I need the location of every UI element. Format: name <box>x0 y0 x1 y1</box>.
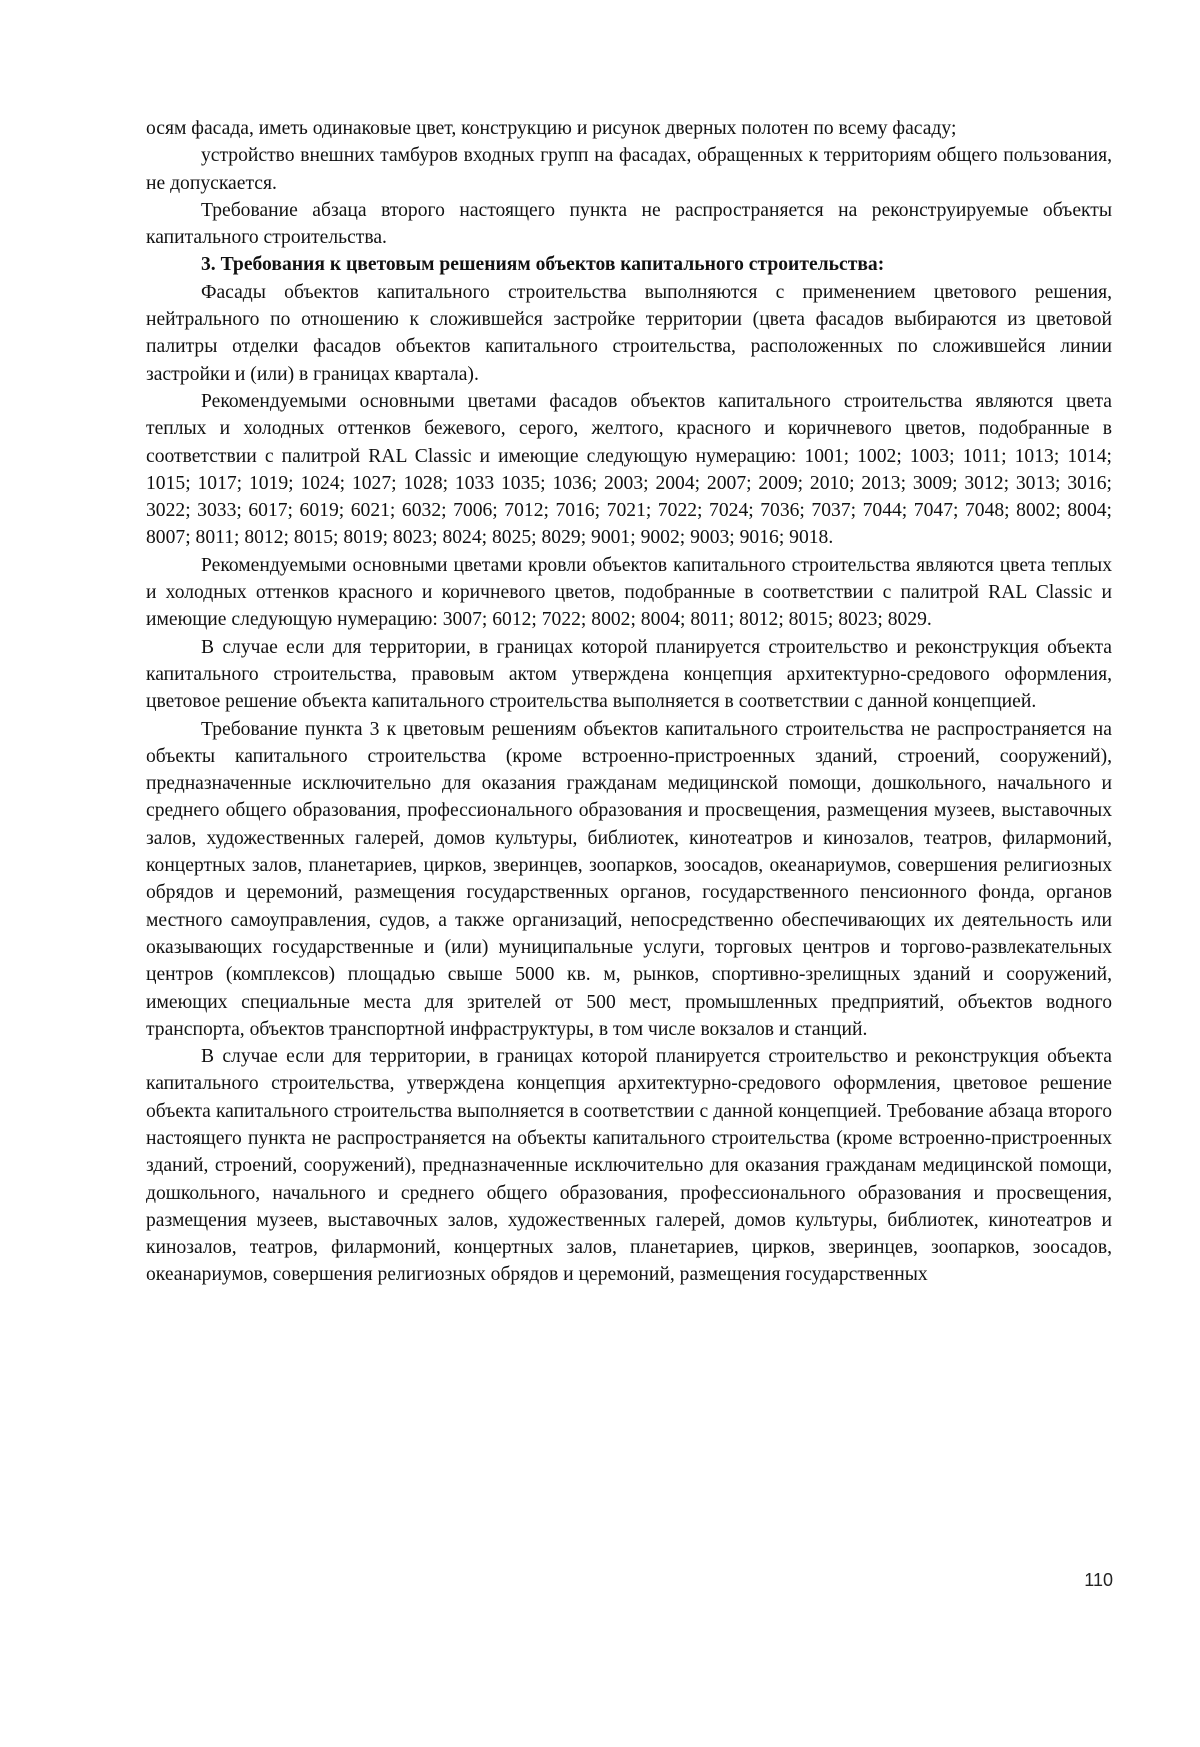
section-heading-color-requirements: 3. Требования к цветовым решениям объектов капитального строительства: <box>201 254 885 276</box>
paragraph-continuation: осям фасада, иметь одинаковые цвет, конструкцию и рисунок дверных полотен по всему фасаду; <box>146 118 957 139</box>
paragraph-concept-approved-act: В случае если для территории, в границах которой планируется строительство и реконструкция объекта капитального строительства, правовым актом утверждена концепция архитектурно-средового оформления, цветовое решение объекта капитального строительства выполняется в соответствии с данной концепцией. <box>146 636 1112 713</box>
paragraph-reconstruction-exception: Требование абзаца второго настоящего пункта не распространяется на реконструируемые объекты капитального строительства. <box>146 199 1112 249</box>
paragraph-vestibules: устройство внешних тамбуров входных групп на фасадах, обращенных к территориям общего пользования, не допускается. <box>146 145 1112 194</box>
paragraph-concept-approved-exception: В случае если для территории, в границах которой планируется строительство и реконструкция объекта капитального строительства, утверждена концепция архитектурно-средового оформления, цветовое решение объекта капитального строительства выполняется в соответствии с данной концепцией. Требование абзаца второго настоящего пункта не распространяется на объекты капитального строительства (кроме встроенно-пристроенных зданий, строений, сооружений), предназначенные исключительно для оказания гражданам медицинской помощи, дошкольного, начального и среднего общего образования, профессионального образования и просвещения, размещения музеев, выставочных залов, художественных галерей, домов культуры, библиотек, кинотеатров и кинозалов, театров, филармоний, концертных залов, планетариев, цирков, зверинцев, зоопарков, зоосадов, океанариумов, совершения религиозных обрядов и церемоний, размещения государственных <box>146 1046 1112 1286</box>
page-number: 110 <box>1084 1570 1113 1590</box>
paragraph-recommended-facade-colors: Рекомендуемыми основными цветами фасадов объектов капитального строительства являются цвета теплых и холодных оттенков бежевого, серого, желтого, красного и коричневого цветов, подобранные в соответствии с палитрой RAL Classic и имеющие следующую нумерацию: 1001; 1002; 1003; 1011; 1013; 1014; 1015; 1017; 1019; 1024; 1027; 1028; 1033 1035; 1036; 2003; 2004; 2007; 2009; 2010; 2013; 3009; 3012; 3013; 3016; 3022; 3033; 6017; 6019; 6021; 6032; 7006; 7012; 7016; 7021; 7022; 7024; 7036; 7037; 7044; 7047; 7048; 8002; 8004; 8007; 8011; 8012; 8015; 8019; 8023; 8024; 8025; 8029; 9001; 9002; 9003; 9016; 9018. <box>146 390 1112 549</box>
document-page <box>146 115 1112 1289</box>
paragraph-point-3-exception: Требование пункта 3 к цветовым решениям объектов капитального строительства не распространяется на объекты капитального строительства (кроме встроенно-пристроенных зданий, строений, сооружений), предназначенные исключительно для оказания гражданам медицинской помощи, дошкольного, начального и среднего общего образования, профессионального образования и просвещения, размещения музеев, выставочных залов, художественных галерей, домов культуры, библиотек, кинотеатров и кинозалов, театров, филармоний, концертных залов, планетариев, цирков, зверинцев, зоопарков, зоосадов, океанариумов, совершения религиозных обрядов и церемоний, размещения государственных органов, государственного пенсионного фонда, органов местного самоуправления, судов, а также организаций, непосредственно обеспечивающих их деятельность или оказывающих государственные и (или) муниципальные услуги, торговых центров и торгово-развлекательных центров (комплексов) площадью свыше 5000 кв. м, рынков, спортивно-зрелищных зданий и сооружений, имеющих специальные места для зрителей от 500 мест, промышленных предприятий, объектов водного транспорта, объектов транспортной инфраструктуры, в том числе вокзалов и станций. <box>146 718 1112 1040</box>
paragraph-facade-colors: Фасады объектов капитального строительства выполняются с применением цветового решения, нейтрального по отношению к сложившейся застройке территории (цвета фасадов выбираются из цветовой палитры отделки фасадов объектов капитального строительства, расположенных по сложившейся линии застройки и (или) в границах квартала). <box>146 281 1112 385</box>
paragraph-recommended-roof-colors: Рекомендуемыми основными цветами кровли объектов капитального строительства являются цвета теплых и холодных оттенков красного и коричневого цветов, подобранные в соответствии с палитрой RAL Classic и имеющие следующую нумерацию: 3007; 6012; 7022; 8002; 8004; 8011; 8012; 8015; 8023; 8029. <box>146 554 1112 631</box>
